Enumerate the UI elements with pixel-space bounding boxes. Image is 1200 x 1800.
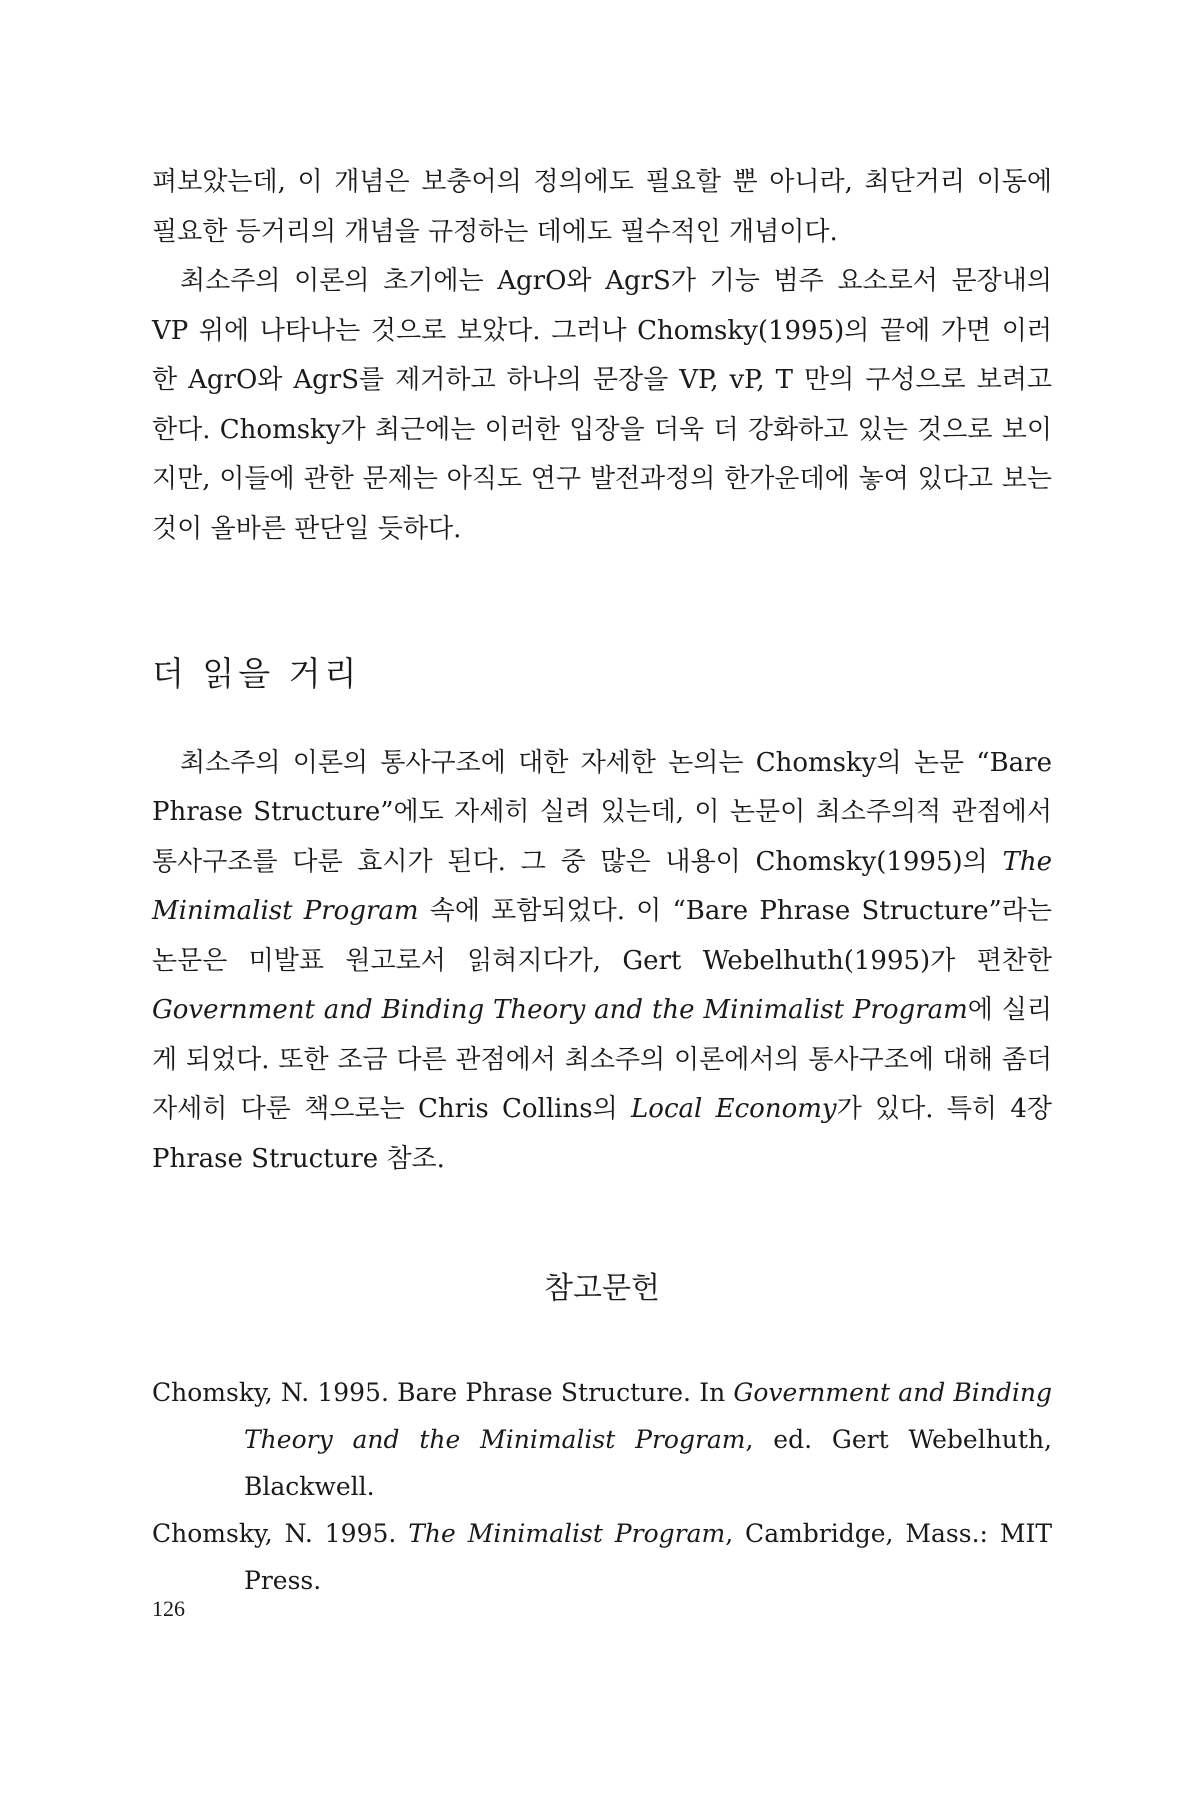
further-reading-text-1: 최소주의 이론의 통사구조에 대한 자세한 논의는 Chomsky의 논문 “Bare Phrase Structure”에도 자세히 실려 있는데, 이 논문이 최소주의적 관점에서 통사구조를 다룬 효시가 된다. 그 중 많은 내용이 Chomsky(1995)의 xyxy=(152,747,1052,877)
reference-1-text-a: Chomsky, N. 1995. Bare Phrase Structure. In xyxy=(152,1377,734,1407)
body-paragraph-1: 펴보았는데, 이 개념은 보충어의 정의에도 필요할 뿐 아니라, 최단거리 이동에 필요한 등거리의 개념을 규정하는 데에도 필수적인 개념이다. xyxy=(152,167,1052,247)
reference-item-1 xyxy=(152,1369,1052,1510)
further-reading-text-2: 속에 포함되었다. 이 “Bare Phrase Structure”라는 논문은 미발표 원고로서 읽혀지다가, Gert Webelhuth(1995)가 편찬한 xyxy=(152,896,1052,976)
book-title-gb-theory: Government and Binding Theory and the Minimalist Program xyxy=(152,995,968,1025)
reference-list xyxy=(152,1369,1052,1604)
reference-2-text-c: , Cambridge, Mass.: MIT Press. xyxy=(244,1518,1052,1595)
reference-1-title: Government and Binding Theory and the Minimalist Program xyxy=(244,1377,1052,1454)
book-title-local-economy: Local Economy xyxy=(631,1094,837,1124)
reference-2-title: The Minimalist Program xyxy=(408,1518,726,1548)
reference-2-text-a: Chomsky, N. 1995. xyxy=(152,1518,409,1548)
book-title-minimalist-program: The Minimalist Program xyxy=(152,846,1052,926)
page-content xyxy=(152,158,1052,1604)
further-reading-text-4: 가 있다. 특히 4장 Phrase Structure 참조. xyxy=(152,1094,1053,1174)
body-paragraph-2: 최소주의 이론의 초기에는 AgrO와 AgrS가 기능 범주 요소로서 문장내의 VP 위에 나타나는 것으로 보았다. 그러나 Chomsky(1995)의 끝에 가면 이러한 AgrO와 AgrS를 제거하고 하나의 문장을 VP, vP, T 만의 구성으로 보려고 한다. Chomsky가 최근에는 이러한 입장을 더욱 더 강화하고 있는 것으로 보이지만, 이들에 관한 문제는 아직도 연구 발전과정의 한가운데에 놓여 있다고 보는 것이 올바른 판단일 듯하다. xyxy=(152,266,1052,544)
references-heading: 참고문헌 xyxy=(544,1271,660,1306)
reference-item-2 xyxy=(152,1510,1052,1604)
page-number: 126 xyxy=(152,1596,185,1621)
further-reading-paragraph xyxy=(152,739,1052,1185)
reference-1-text-c: , ed. Gert Webelhuth, Blackwell. xyxy=(244,1424,1052,1501)
further-reading-heading: 더 읽을 거리 xyxy=(152,654,361,693)
further-reading-text-3: 에 실리게 되었다. 또한 조금 다른 관점에서 최소주의 이론에서의 통사구조에 대해 좀더 자세히 다룬 책으로는 Chris Collins의 xyxy=(152,995,1052,1124)
